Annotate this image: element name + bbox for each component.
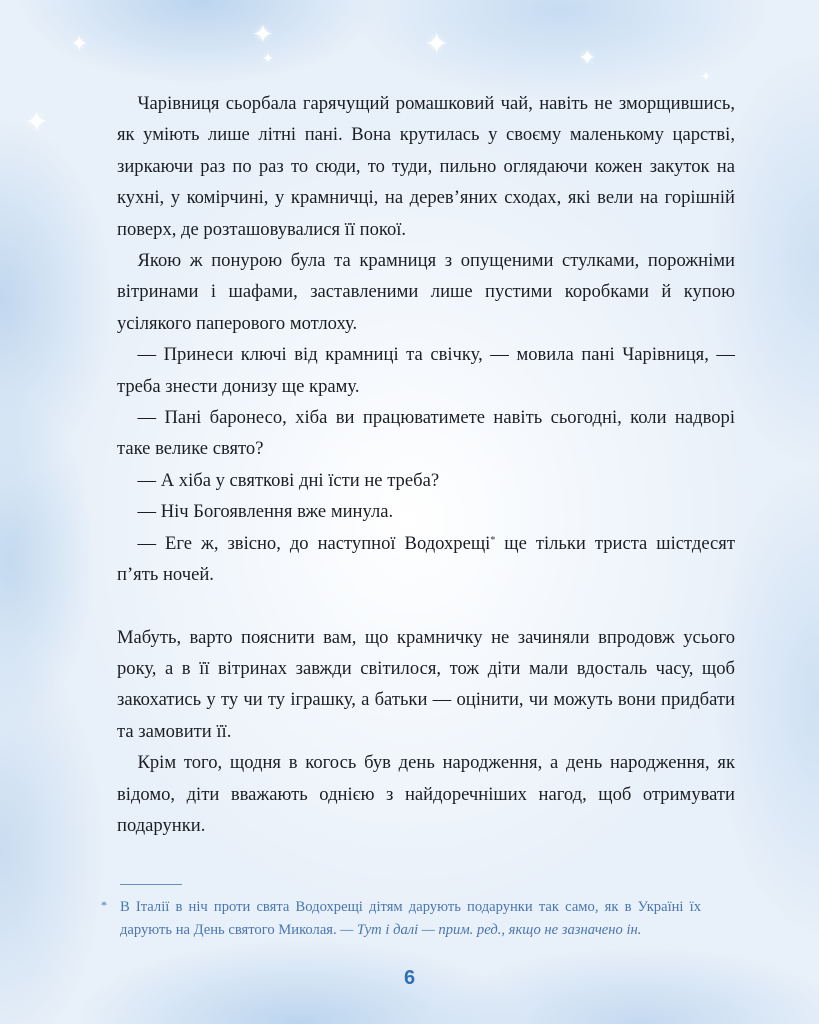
sparkle-icon: ✦ bbox=[252, 20, 274, 50]
sparkle-icon: ✦ bbox=[578, 46, 597, 71]
paragraph: Крім того, щодня в когось був день народження, а день народження, як відомо, діти вважають однією з найдоречніших нагод, щоб отримувати подарунки. bbox=[117, 752, 735, 836]
paragraph: Мабуть, варто пояснити вам, що крамничку не зачиняли впродовж усього року, а в її вітринах завжди світилося, тож діти мали вдосталь часу, щоб закохатись у ту чи ту іграшку, а батьки — оцінити, чи можуть вони придбати та замовити її. bbox=[117, 626, 735, 742]
footnote-text: В Італії в ніч проти свята Водохрещі дітям дарують подарунки так само, як в Україні їх дарують на День святого Миколая. bbox=[120, 899, 701, 938]
paragraph: Якою ж понурою була та крамниця з опущеними стулками, порожніми вітринами і шафами, заставленими лише пустими коробками й купою усілякого паперового мотлоху. bbox=[117, 250, 735, 334]
dialogue-text: ще тільки триста шістдесят п’ять ночей. bbox=[117, 532, 735, 586]
footnote-text-block bbox=[120, 896, 701, 942]
sparkle-icon: ✦ bbox=[262, 51, 274, 67]
footnote-reference: * bbox=[490, 534, 496, 546]
footnote-mark: * bbox=[101, 898, 107, 912]
sparkle-icon: ✦ bbox=[24, 105, 50, 140]
page-number: 6 bbox=[403, 967, 416, 989]
dialogue-line: — Ніч Богоявлення вже минула. bbox=[137, 501, 394, 523]
sparkle-icon: ✦ bbox=[70, 32, 89, 57]
dialogue-text: — Еге ж, звісно, до наступної Водохрещі bbox=[137, 532, 491, 554]
paragraph: Чарівниця сьорбала гарячущий ромашковий чай, навіть не зморщившись, як уміють лише літні пані. Вона крутилась у своєму маленькому царстві, зиркаючи раз по раз то сюди, то туди, пильно оглядаючи кожен закуток на кухні, у комірчині, у крамничці, на дерев’яних сходах, які вели на горішній поверх, де розташовувалися її покої. bbox=[117, 93, 735, 240]
dialogue-line: — А хіба у святкові дні їсти не треба? bbox=[137, 469, 440, 491]
dialogue-line: — Пані баронесо, хіба ви працюватимете навіть сьогодні, коли надворі таке велике свято? bbox=[117, 407, 735, 460]
sparkle-icon: ✦ bbox=[700, 69, 712, 85]
sparkle-icon: ✦ bbox=[424, 27, 450, 62]
page-body bbox=[117, 88, 735, 841]
section-gap bbox=[117, 591, 735, 622]
dialogue-line-footnoted bbox=[117, 528, 735, 591]
dialogue-line: — Принеси ключі від крамниці та свічку, — мовила пані Чарівниця, — треба знести донизу ще краму. bbox=[117, 344, 735, 397]
footnote bbox=[101, 896, 701, 942]
footnote-divider bbox=[120, 884, 182, 885]
editor-note: — Тут і далі — прим. ред., якщо не зазначено ін. bbox=[336, 922, 642, 938]
